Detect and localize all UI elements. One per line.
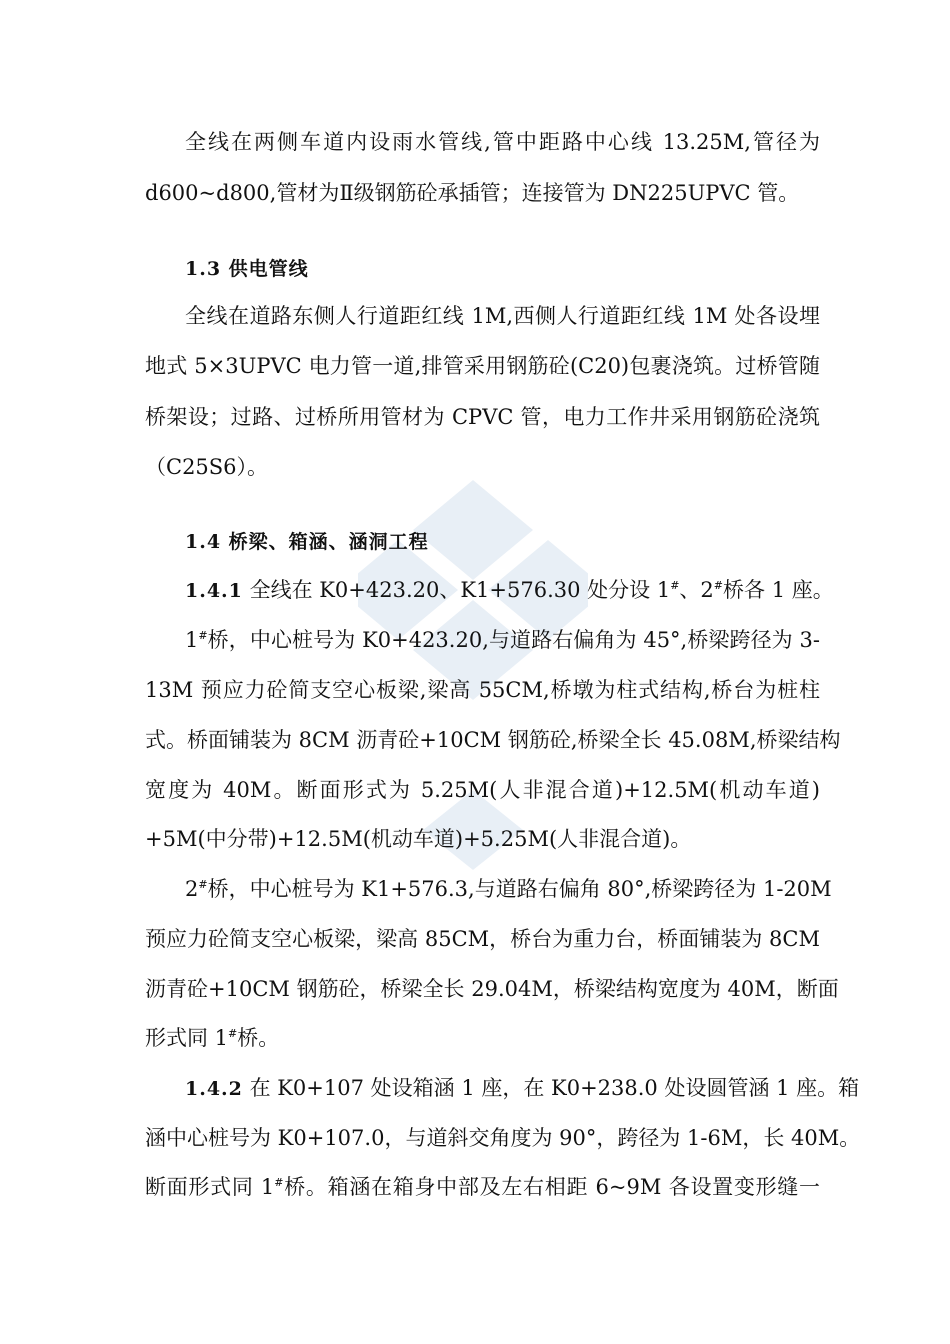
paragraph-line: 预应力砼简支空心板梁，梁高 85CM，桥台为重力台，桥面铺装为 8CM [145, 927, 820, 951]
text-run: 桥。箱涵在箱身中部及左右相距 6~9M 各设置变形缝一 [283, 1175, 820, 1199]
paragraph-line: 式。桥面铺装为 8CM 沥青砼+10CM 钢筋砼,桥梁全长 45.08M,桥梁结构 [145, 728, 841, 752]
text-run: 1 [185, 628, 199, 652]
text-run: 全线在 K0+423.20、K1+576.30 处分设 1 [242, 578, 671, 602]
text-run: 2 [185, 877, 199, 901]
paragraph-line: 桥架设；过路、过桥所用管材为 CPVC 管，电力工作井采用钢筋砼浇筑 [145, 405, 820, 429]
section-heading: 1.3 供电管线 [185, 258, 309, 280]
paragraph-line [185, 875, 832, 903]
text-run: 桥各 1 座。 [723, 578, 834, 602]
paragraph-line: 地式 5×3UPVC 电力管一道,排管采用钢筋砼(C20)包裹浇筑。过桥管随 [145, 354, 820, 378]
text-run: 断面形式同 1 [145, 1175, 275, 1199]
section-heading: 1.4 桥梁、箱涵、涵洞工程 [185, 531, 429, 553]
subsection-number: 1.4.1 [185, 580, 243, 602]
text-run: 在 K0+107 处设箱涵 1 座，在 K0+238.0 处设圆管涵 1 座。箱 [242, 1076, 860, 1100]
paragraph-line [185, 626, 820, 654]
text-run: 桥，中心桩号为 K0+423.20,与道路右偏角为 45°,桥梁跨径为 3- [207, 628, 820, 652]
superscript: # [228, 1027, 238, 1040]
superscript: # [274, 1176, 284, 1189]
superscript: # [670, 579, 680, 592]
paragraph-line: （C25S6）。 [145, 455, 269, 479]
superscript: # [198, 878, 208, 891]
paragraph-line: 全线在两侧车道内设雨水管线,管中距路中心线 13.25M,管径为 [185, 130, 820, 154]
paragraph-line: 全线在道路东侧人行道距红线 1M,西侧人行道距红线 1M 处各设埋 [185, 304, 820, 328]
paragraph-line: 涵中心桩号为 K0+107.0，与道斜交角度为 90°，跨径为 1-6M，长 40M。 [145, 1126, 861, 1150]
paragraph-line [185, 1074, 860, 1103]
paragraph-line [145, 1024, 820, 1052]
text-run: 桥，中心桩号为 K1+576.3,与道路右偏角 80°,桥梁跨径为 1-20M [207, 877, 832, 901]
text-run: 桥。 [237, 1026, 280, 1050]
paragraph-line: d600~d800,管材为Ⅱ级钢筋砼承插管；连接管为 DN225UPVC 管。 [145, 181, 800, 205]
subsection-number: 1.4.2 [185, 1078, 243, 1100]
paragraph-line: 13M 预应力砼简支空心板梁,梁高 55CM,桥墩为柱式结构,桥台为桩柱 [145, 678, 820, 702]
superscript: # [198, 629, 208, 642]
superscript: # [713, 579, 724, 592]
paragraph-line: 宽度为 40M。断面形式为 5.25M(人非混合道)+12.5M(机动车道) [145, 778, 820, 802]
text-run: 形式同 1 [145, 1026, 229, 1050]
paragraph-line [185, 576, 834, 605]
paragraph-line: +5M(中分带)+12.5M(机动车道)+5.25M(人非混合道)。 [145, 827, 692, 851]
paragraph-line [145, 1173, 820, 1201]
paragraph-line: 沥青砼+10CM 钢筋砼，桥梁全长 29.04M，桥梁结构宽度为 40M，断面 [145, 977, 839, 1001]
text-run: 、2 [679, 578, 714, 602]
